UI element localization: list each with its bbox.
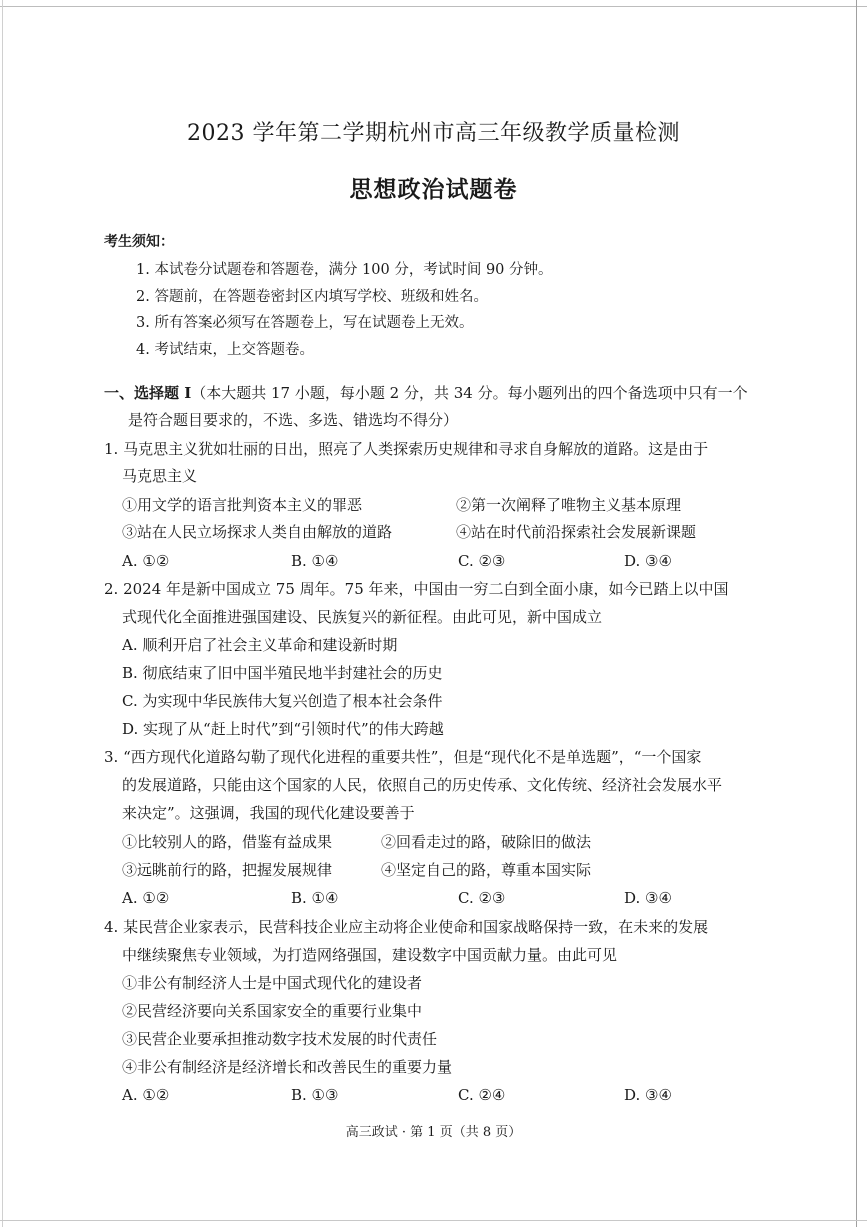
notice-item: 3. 所有答案必须写在答题卷上，写在试题卷上无效。	[136, 315, 474, 331]
question-4-stem: 4. 某民营企业家表示，民营科技企业应主动将企业使命和国家战略保持一致，在未来的发展	[104, 918, 709, 936]
q1-statement-1: ①用文学的语言批判资本主义的罪恶	[122, 496, 363, 514]
question-1-stem: 1. 马克思主义犹如壮丽的日出，照亮了人类探索历史规律和寻求自身解放的道路。这是由于	[104, 440, 709, 458]
q1-choice-c[interactable]: C. ②③	[458, 552, 506, 570]
notice-heading: 考生须知：	[104, 234, 174, 250]
q4-choice-b[interactable]: B. ①③	[291, 1086, 339, 1104]
q4-choice-c[interactable]: C. ②④	[458, 1086, 506, 1104]
exam-title: 2023 学年第二学期杭州市高三年级教学质量检测	[187, 121, 680, 146]
q3-statement-2: ②回看走过的路，破除旧的做法	[381, 833, 592, 851]
q2-choice-a[interactable]: A. 顺利开启了社会主义革命和建设新时期	[122, 636, 398, 654]
scan-edge-top	[0, 6, 867, 7]
q1-choice-d[interactable]: D. ③④	[624, 552, 672, 570]
q4-choice-d[interactable]: D. ③④	[624, 1086, 672, 1104]
question-3-stem: 3. “西方现代化道路勾勒了现代化进程的重要共性”，但是“现代化不是单选题”，“一个国家	[104, 748, 702, 766]
q1-choice-b[interactable]: B. ①④	[291, 552, 339, 570]
q4-statement-4: ④非公有制经济是经济增长和改善民生的重要力量	[122, 1058, 453, 1076]
page-footer: 高三政试 · 第 1 页（共 8 页）	[345, 1125, 522, 1140]
question-3-stem-cont: 来决定”。这强调，我国的现代化建设要善于	[122, 804, 415, 822]
q2-choice-b[interactable]: B. 彻底结束了旧中国半殖民地半封建社会的历史	[122, 664, 443, 682]
notice-item: 1. 本试卷分试题卷和答题卷，满分 100 分，考试时间 90 分钟。	[136, 262, 553, 278]
question-2-stem-cont: 式现代化全面推进强国建设、民族复兴的新征程。由此可见，新中国成立	[122, 608, 603, 626]
notice-item: 4. 考试结束，上交答题卷。	[136, 341, 314, 358]
q2-choice-d[interactable]: D. 实现了从“赶上时代”到“引领时代”的伟大跨越	[122, 720, 444, 738]
q4-statement-1: ①非公有制经济人士是中国式现代化的建设者	[122, 974, 423, 992]
exam-subtitle: 思想政治试题卷	[349, 176, 518, 203]
question-1-stem-cont: 马克思主义	[122, 467, 198, 485]
q2-choice-c[interactable]: C. 为实现中华民族伟大复兴创造了根本社会条件	[122, 692, 443, 710]
question-4-stem-cont: 中继续聚焦专业领域，为打造网络强国，建设数字中国贡献力量。由此可见	[122, 946, 618, 964]
q4-statement-2: ②民营经济要向关系国家安全的重要行业集中	[122, 1002, 423, 1020]
notice-list	[136, 257, 553, 363]
q1-choice-a[interactable]: A. ①②	[122, 552, 170, 570]
section-heading-line	[104, 383, 748, 403]
q3-choice-c[interactable]: C. ②③	[458, 889, 506, 907]
section-label: 一、选择题 Ⅰ	[104, 384, 192, 402]
question-3-stem-cont: 的发展道路，只能由这个国家的人民，依照自己的历史传承、文化传统、经济社会发展水平	[122, 776, 723, 794]
question-2-stem: 2. 2024 年是新中国成立 75 周年。75 年来，中国由一穷二白到全面小康，如今已踏上以中国	[104, 580, 729, 598]
section-instructions-cont: 是符合题目要求的，不选、多选、错选均不得分）	[128, 411, 459, 429]
q1-statement-3: ③站在人民立场探求人类自由解放的道路	[122, 523, 393, 541]
q1-statement-4: ④站在时代前沿探索社会发展新课题	[456, 523, 697, 541]
section-instructions: （本大题共 17 小题，每小题 2 分，共 34 分。每小题列出的四个备选项中只有一个	[191, 384, 748, 402]
q1-statement-2: ②第一次阐释了唯物主义基本原理	[456, 496, 682, 514]
q3-choice-a[interactable]: A. ①②	[122, 889, 170, 907]
scan-edge-bottom	[0, 1220, 867, 1221]
q4-statement-3: ③民营企业要承担推动数字技术发展的时代责任	[122, 1030, 438, 1048]
q3-choice-d[interactable]: D. ③④	[624, 889, 672, 907]
q3-statement-4: ④坚定自己的路，尊重本国实际	[381, 861, 592, 879]
q4-choice-a[interactable]: A. ①②	[122, 1086, 170, 1104]
q3-statement-3: ③远眺前行的路，把握发展规律	[122, 861, 333, 879]
q3-statement-1: ①比较别人的路，借鉴有益成果	[122, 833, 333, 851]
notice-item: 2. 答题前，在答题卷密封区内填写学校、班级和姓名。	[136, 288, 488, 305]
q3-choice-b[interactable]: B. ①④	[291, 889, 339, 907]
